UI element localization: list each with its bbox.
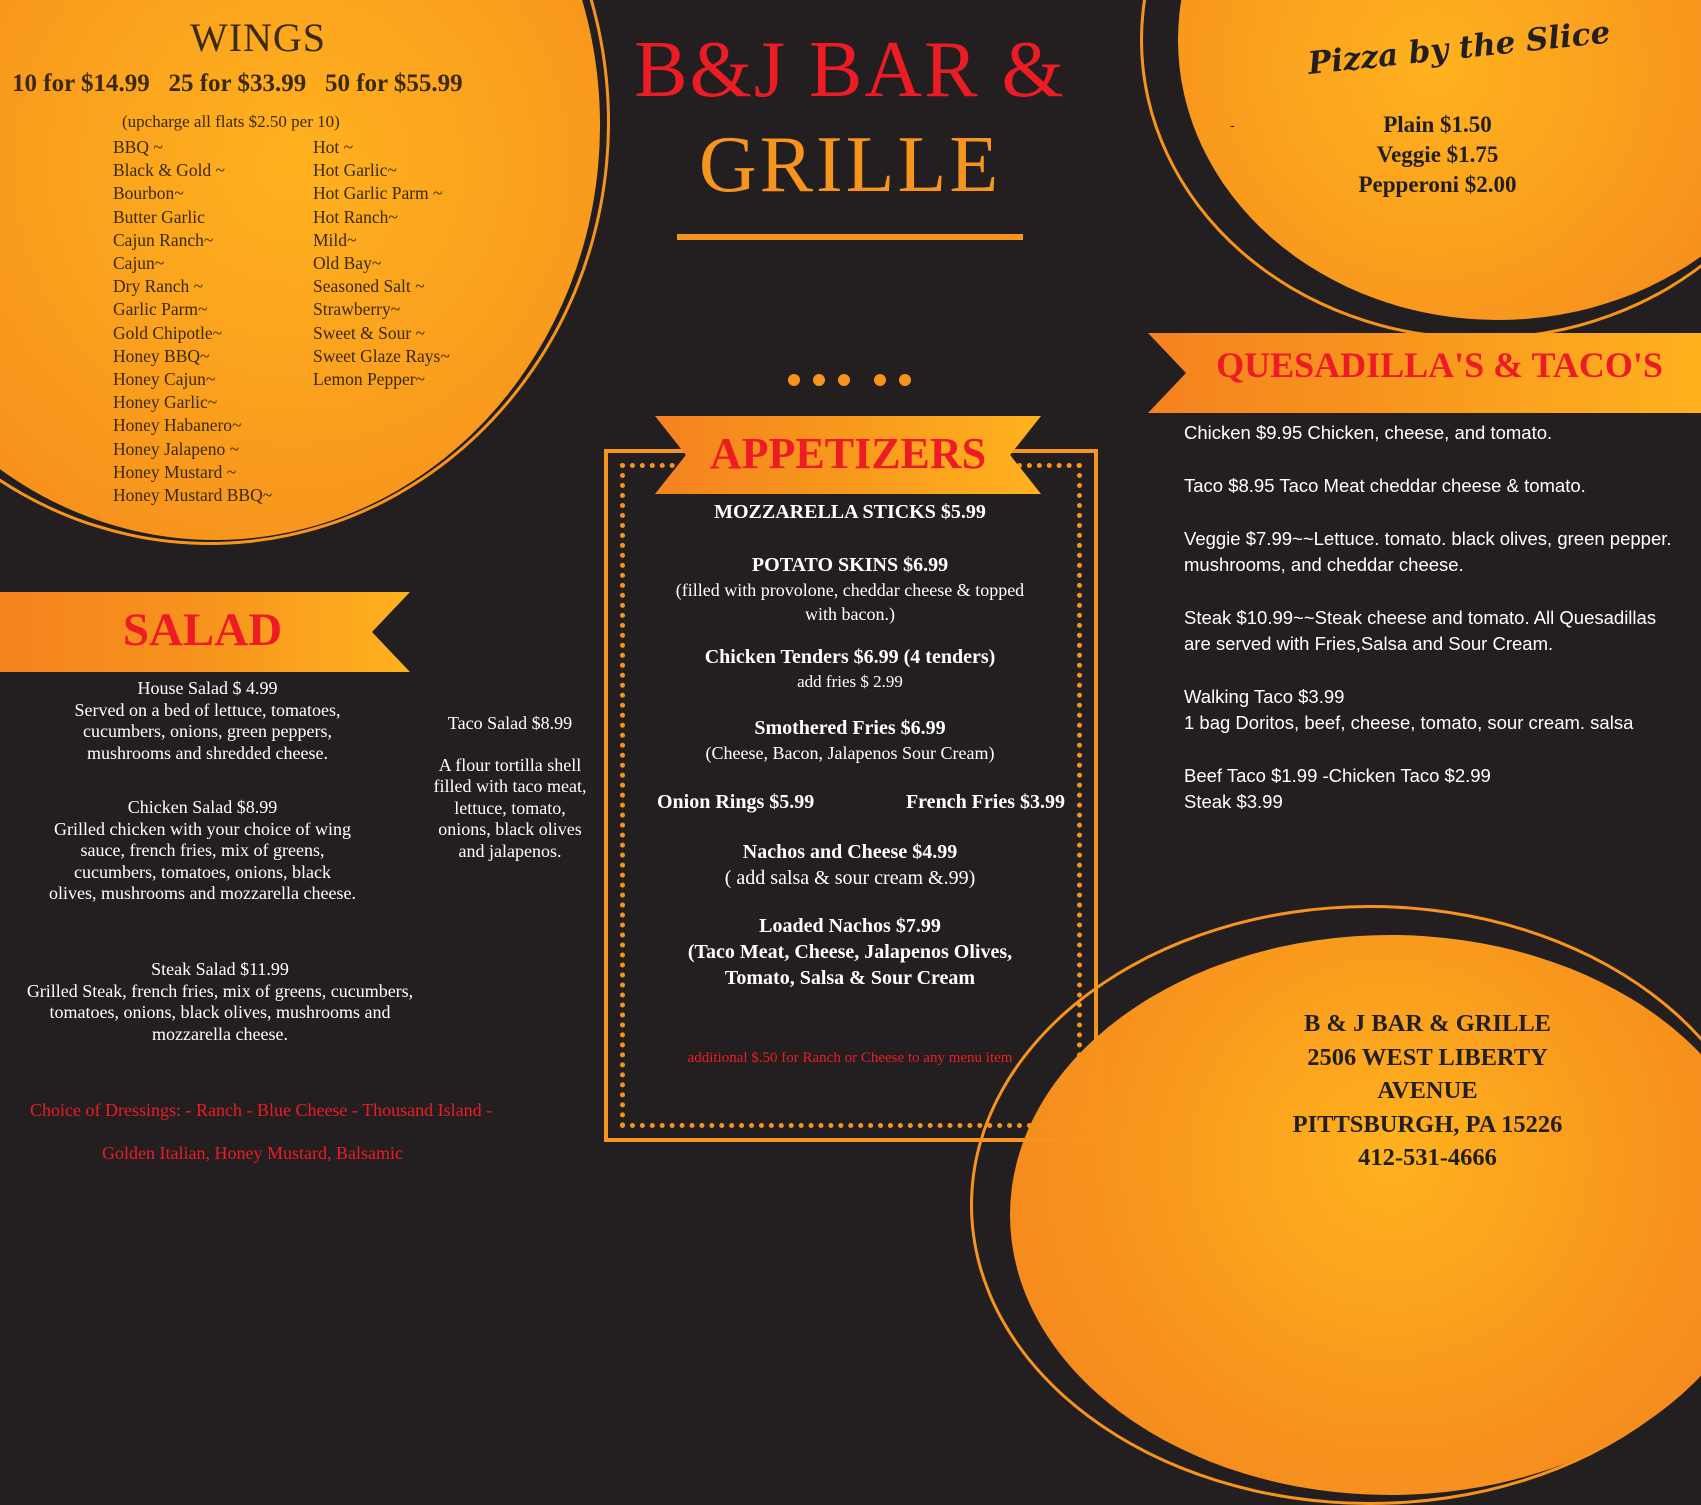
menu-item: Chicken $9.95 Chicken, cheese, and tomato. (1184, 422, 1553, 443)
menu-item: Nachos and Cheese $4.99 (742, 841, 958, 863)
menu-item: POTATO SKINS $6.99 (751, 554, 949, 576)
dressing-choices-2: Golden Italian, Honey Mustard, Balsamic (102, 1143, 403, 1163)
wings-flavor-list-1 (113, 136, 272, 507)
appetizers-list: MOZZARELLA STICKS $5.99 POTATO SKINS $6.99 (filled with provolone, cheddar cheese & topped with bacon.) Chicken Tenders $6.99 (4 tenders) add fries $ 2.99 Smothered Fries $6.99 (Cheese, Bacon, Jalapenos Sour Cream) Onion Rings $5.99 French Fries $3.99 Nachos and Cheese $4.99 ( add salsa & sour cream &.99) Loaded Nachos $7.99 (Taco Meat, Cheese, Jalapenos Olives, Tomato, Salsa & Sour Cream (635, 499, 1065, 991)
quesadillas-list (1184, 420, 1684, 842)
flavor-item: Bourbon~ (113, 183, 184, 204)
flavor-item: BBQ ~ (113, 137, 163, 157)
flavor-item: Sweet & Sour ~ (313, 322, 426, 343)
flavor-item: Gold Chipotle~ (113, 322, 223, 343)
restaurant-title-line-1: B&J BAR & (634, 26, 1066, 114)
decor-dot (813, 374, 825, 386)
menu-item: Onion Rings $5.99 French Fries $3.99 (657, 791, 1065, 813)
restaurant-address: B & J BAR & GRILLE 2506 WEST LIBERTY AVENUE PITTSBURGH, PA 15226 412-531-4666 (1292, 1010, 1563, 1171)
menu-item: Chicken Tenders $6.99 (4 tenders) (704, 646, 996, 668)
flavor-item: Garlic Parm~ (113, 299, 208, 320)
menu-item: Veggie $7.99~~Lettuce. tomato. black olives, green pepper. mushrooms, and cheddar cheese. (1184, 528, 1672, 575)
menu-item: Taco $8.95 Taco Meat cheddar cheese & tomato. (1184, 475, 1586, 496)
flavor-item: Black & Gold ~ (113, 160, 226, 181)
flavor-item: Hot Garlic~ (313, 160, 397, 181)
flavor-item: Old Bay~ (313, 253, 382, 274)
flavor-item: Hot Garlic Parm ~ (313, 183, 443, 204)
flavor-item: Honey Garlic~ (113, 392, 218, 413)
restaurant-title-line-2: GRILLE (698, 121, 1002, 209)
flavor-item: Cajun~ (113, 253, 165, 274)
pizza-title: Pizza by the Slice (1306, 14, 1612, 82)
flavor-item: Honey BBQ~ (113, 345, 210, 366)
menu-item: Steak $10.99~~Steak cheese and tomato. All Quesadillas are served with Fries,Salsa and Sour Cream. (1184, 607, 1657, 654)
wings-upcharge-note: (upcharge all flats $2.50 per 10) (122, 112, 340, 131)
flavor-item: Cajun Ranch~ (113, 229, 214, 250)
wings-flavor-list-2 (313, 136, 450, 391)
appetizers-extra-note: additional $.50 for Ranch or Cheese to any menu item (687, 1050, 1013, 1066)
flavor-item: Honey Jalapeno ~ (113, 438, 240, 459)
flavor-item: Honey Mustard BBQ~ (113, 485, 273, 506)
menu-item: Walking Taco $3.99 1 bag Doritos, beef, cheese, tomato, sour cream. salsa (1184, 686, 1634, 733)
flavor-item: Dry Ranch ~ (113, 276, 204, 297)
pizza-price-list (1300, 110, 1575, 200)
flavor-item: Seasoned Salt ~ (313, 276, 425, 297)
dressing-choices: Choice of Dressings: - Ranch - Blue Cheese - Thousand Island - (30, 1100, 493, 1120)
flavor-item: Honey Mustard ~ (113, 461, 237, 482)
menu-item: Smothered Fries $6.99 (754, 717, 946, 739)
pizza-item: Veggie $1.75 (1376, 142, 1499, 167)
steak-salad: Steak Salad $11.99 Grilled Steak, french fries, mix of greens, cucumbers, tomatoes, onions, black olives, mushrooms and mozzarella cheese. (26, 959, 414, 1044)
pizza-item: Pepperoni $2.00 (1358, 172, 1517, 197)
decor-dot (874, 374, 886, 386)
salad-title: SALAD (122, 604, 283, 656)
taco-salad: Taco Salad $8.99 A flour tortilla shell filled with taco meat, lettuce, tomato, onions, black olives and jalapenos. (433, 713, 587, 861)
flavor-item: Lemon Pepper~ (313, 369, 426, 390)
flavor-item: Mild~ (313, 229, 357, 250)
menu-item: MOZZARELLA STICKS $5.99 (714, 501, 986, 523)
decor-dot (788, 374, 800, 386)
chicken-salad: Chicken Salad $8.99 Grilled chicken with your choice of wing sauce, french fries, mix of greens, cucumbers, tomatoes, onions, black olives, mushrooms and mozzarella cheese. (49, 797, 356, 903)
flavor-item: Honey Habanero~ (113, 415, 242, 436)
pizza-item: Plain $1.50 (1383, 112, 1492, 137)
flavor-item: Hot ~ (313, 137, 354, 157)
house-salad: House Salad $ 4.99 Served on a bed of lettuce, tomatoes, cucumbers, onions, green peppers, mushrooms and shredded cheese. (74, 678, 341, 763)
title-underline (677, 234, 1023, 240)
flavor-item: Honey Cajun~ (113, 369, 216, 390)
menu-item: Loaded Nachos $7.99 (759, 915, 941, 937)
flavor-item: Strawberry~ (313, 299, 401, 320)
decor-dot (838, 374, 850, 386)
appetizers-title: APPETIZERS (709, 429, 987, 478)
wings-title: WINGS (189, 15, 327, 60)
quesadillas-title: QUESADILLA'S & TACO'S (1216, 345, 1663, 385)
flavor-item: Sweet Glaze Rays~ (313, 345, 450, 366)
decor-dot (899, 374, 911, 386)
pizza-dash: - (1230, 118, 1235, 134)
menu-item: Beef Taco $1.99 -Chicken Taco $2.99 Steak $3.99 (1184, 765, 1491, 812)
wings-prices: 10 for $14.99 25 for $33.99 50 for $55.99 (12, 70, 463, 97)
flavor-item: Hot Ranch~ (313, 206, 398, 227)
flavor-item: Butter Garlic (113, 206, 205, 227)
